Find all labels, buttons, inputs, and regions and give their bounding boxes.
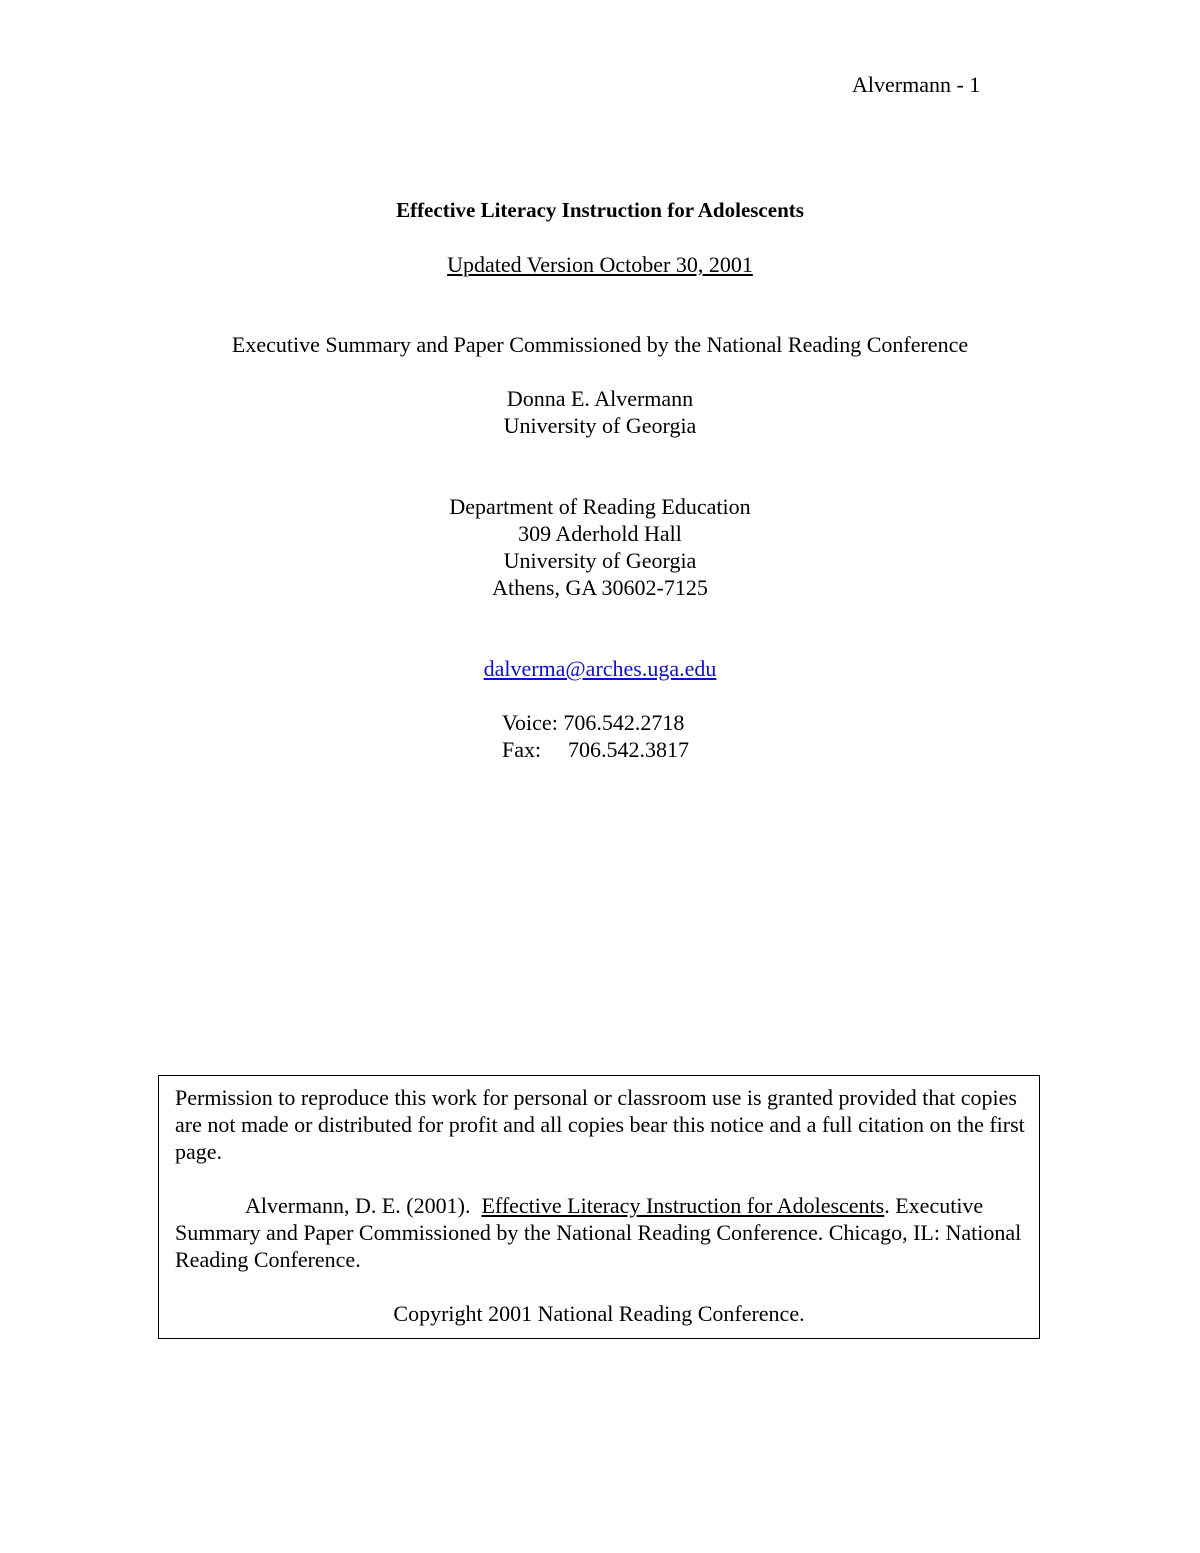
version-date: Updated Version October 30, 2001 [447, 252, 753, 277]
running-head: Alvermann - 1 [852, 72, 981, 97]
voice-label: Voice: [502, 710, 558, 735]
document-title: Effective Literacy Instruction for Adolescents [396, 198, 804, 222]
fax-line [502, 736, 689, 763]
permission-notice-box [158, 1075, 1040, 1339]
citation-rest: . Executive Summary and Paper Commissioned by the National Reading Conference. Chicago, IL: National Reading Conference. [175, 1193, 1022, 1272]
email-link[interactable]: dalverma@arches.uga.edu [483, 656, 717, 681]
permission-text: Permission to reproduce this work for personal or classroom use is granted provided that copies are not made or distributed for profit and all copies bear this notice and a full citation on the first page. [175, 1085, 1025, 1164]
author-affiliation: University of Georgia [503, 413, 697, 438]
copyright-line: Copyright 2001 National Reading Conference. [393, 1301, 805, 1326]
fax-label: Fax: [502, 737, 542, 762]
fax-number: 706.542.3817 [568, 737, 689, 762]
citation-title: Effective Literacy Instruction for Adolescents [481, 1193, 885, 1218]
voice-line [502, 709, 684, 736]
commission-statement: Executive Summary and Paper Commissioned by the National Reading Conference [231, 332, 969, 357]
voice-number: 706.542.2718 [563, 710, 685, 735]
address-city: Athens, GA 30602-7125 [492, 575, 708, 600]
address-department: Department of Reading Education [449, 494, 751, 519]
citation-author: Alvermann, D. E. (2001). [245, 1193, 471, 1218]
address-street: 309 Aderhold Hall [518, 521, 682, 546]
author-name: Donna E. Alvermann [506, 386, 694, 411]
citation [175, 1192, 1025, 1273]
address-university: University of Georgia [503, 548, 697, 573]
